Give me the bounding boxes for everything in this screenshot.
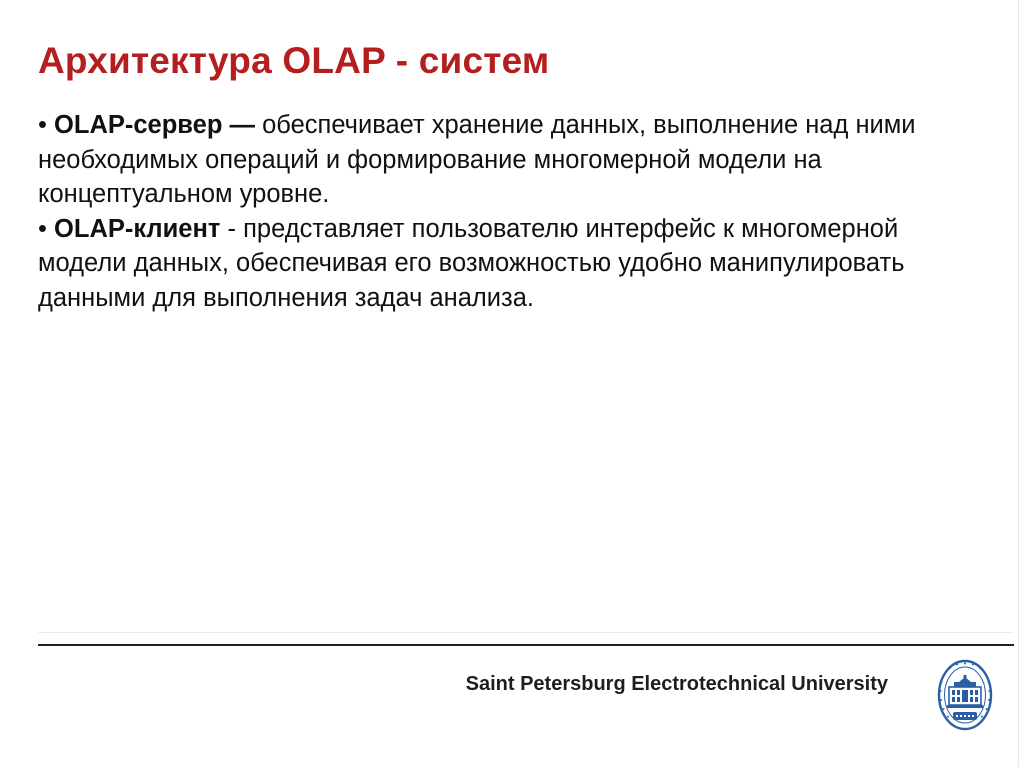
footer-shadow-line <box>38 632 1014 633</box>
bullet-marker: • <box>38 111 47 139</box>
bullet-item-olap-client <box>38 212 978 316</box>
olap-client-description: представляет пользователю интерфейс к многомерной модели данных, обеспечивая его возможностью удобно манипулировать данными для выполнения задач анализа. <box>38 214 905 312</box>
term-separator: - <box>227 214 236 243</box>
slide-title: Архитектура OLAP - систем <box>38 40 550 81</box>
term-separator: — <box>229 111 255 139</box>
olap-server-description: обеспечивает хранение данных, выполнение над ними необходимых операций и формирование многомерной модели на концептуальном уровне. <box>38 111 916 208</box>
term-olap-client: OLAP-клиент <box>54 214 221 243</box>
bullet-item-olap-server <box>38 108 978 212</box>
footer-divider <box>38 644 1014 646</box>
slide-body <box>38 108 978 315</box>
university-name: Saint Petersburg Electrotechnical University <box>465 673 888 695</box>
university-emblem-icon <box>937 658 993 732</box>
bullet-marker: • <box>38 214 47 243</box>
term-olap-server: OLAP-сервер <box>54 111 223 139</box>
